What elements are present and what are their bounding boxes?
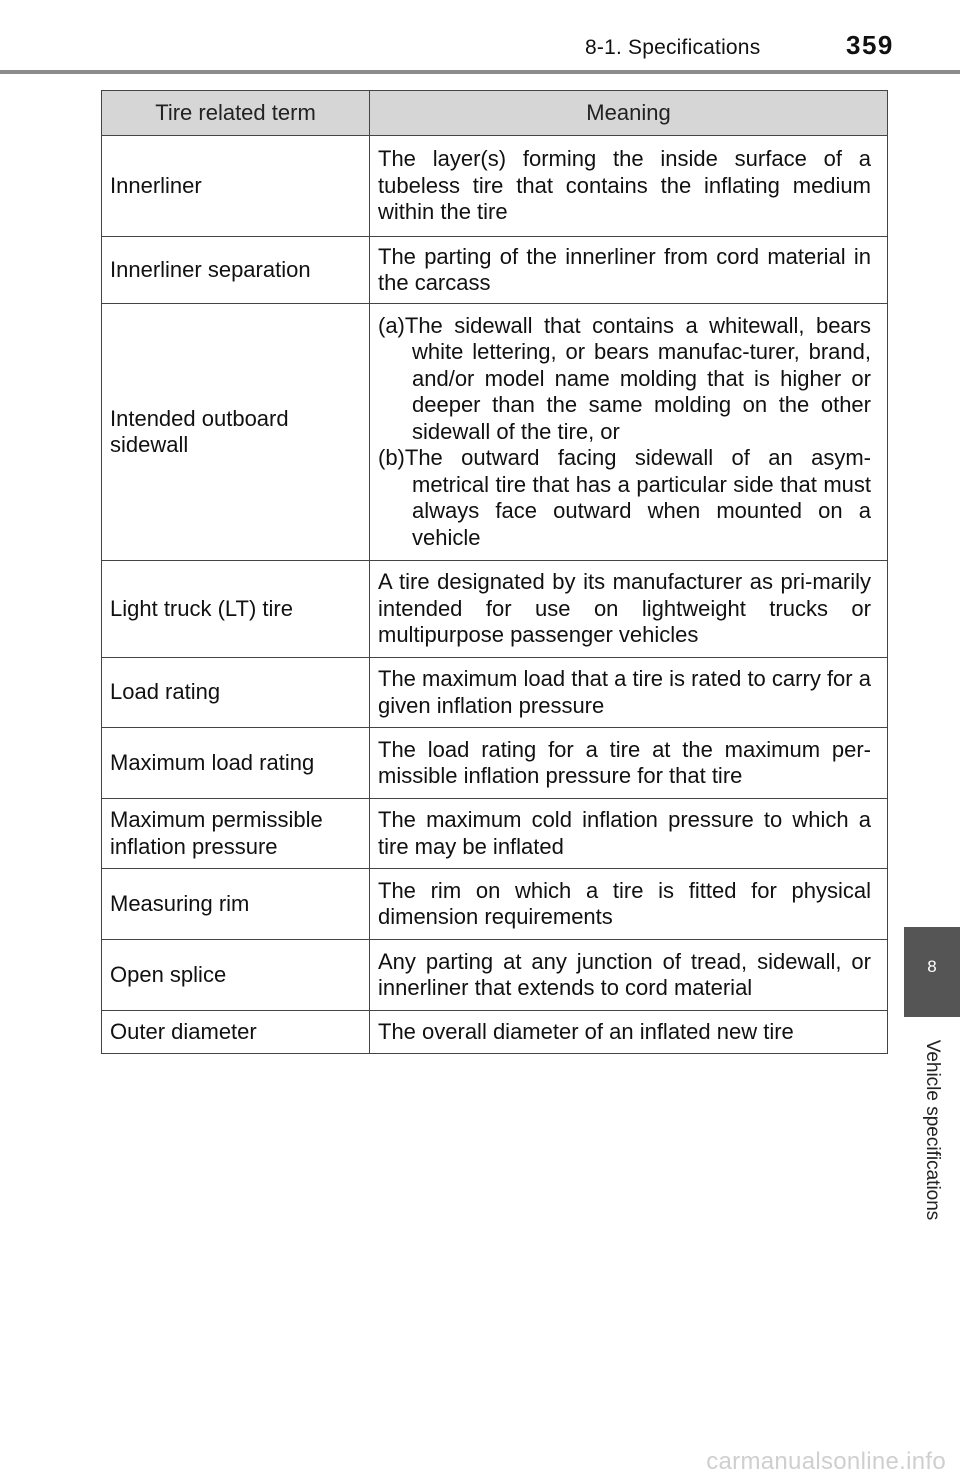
- term-cell: Maximum permissible inflation pressure: [102, 799, 370, 869]
- term-cell: Measuring rim: [102, 869, 370, 940]
- term-cell: Intended outboard sidewall: [102, 304, 370, 561]
- chapter-tab: [904, 927, 960, 1017]
- tire-terms-table: [101, 90, 888, 1054]
- table-row: [102, 799, 888, 869]
- table-row: [102, 728, 888, 799]
- table-row: [102, 658, 888, 728]
- section-title: 8-1. Specifications: [585, 36, 761, 59]
- meaning-cell: A tire designated by its manufacturer as pri-marily intended for use on lightweight trucks or multipurpose passenger vehicles: [370, 561, 888, 658]
- term-cell: Maximum load rating: [102, 728, 370, 799]
- table-row: [102, 136, 888, 237]
- header-rule: [0, 70, 960, 74]
- meaning-cell: The load rating for a tire at the maximum per-missible inflation pressure for that tire: [370, 728, 888, 799]
- meaning-cell: The parting of the innerliner from cord material in the carcass: [370, 237, 888, 304]
- term-cell: Innerliner separation: [102, 237, 370, 304]
- term-cell: Light truck (LT) tire: [102, 561, 370, 658]
- meaning-cell: The maximum load that a tire is rated to carry for a given inflation pressure: [370, 658, 888, 728]
- meaning-cell: The overall diameter of an inflated new tire: [370, 1011, 888, 1054]
- page-number: 359: [846, 30, 894, 60]
- table-row: [102, 869, 888, 940]
- table-row: [102, 561, 888, 658]
- meaning-item-a: (a)The sidewall that contains a whitewall, bears white lettering, or bears manufac-turer, brand, and/or model name molding that is higher or deeper than the same molding on the other sidewall of the tire, or: [378, 312, 871, 444]
- meaning-cell: The layer(s) forming the inside surface of a tubeless tire that contains the inflating medium within the tire: [370, 136, 888, 237]
- meaning-cell: The rim on which a tire is fitted for physical dimension requirements: [370, 869, 888, 940]
- column-header-term: Tire related term: [102, 91, 370, 136]
- term-cell: Innerliner: [102, 136, 370, 237]
- column-header-meaning: Meaning: [370, 91, 888, 136]
- chapter-tab-number: 8: [927, 957, 937, 976]
- chapter-side-label: Vehicle specifications: [922, 1039, 943, 1221]
- term-cell: Load rating: [102, 658, 370, 728]
- table-row: [102, 304, 888, 561]
- meaning-cell: The maximum cold inflation pressure to which a tire may be inflated: [370, 799, 888, 869]
- watermark: carmanualsonline.info: [706, 1448, 946, 1475]
- term-cell: Open splice: [102, 940, 370, 1011]
- meaning-cell: Any parting at any junction of tread, sidewall, or innerliner that extends to cord material: [370, 940, 888, 1011]
- meaning-cell: [370, 304, 888, 561]
- table-row: [102, 1011, 888, 1054]
- table-row: [102, 940, 888, 1011]
- table-header-row: [102, 91, 888, 136]
- table-row: [102, 237, 888, 304]
- term-cell: Outer diameter: [102, 1011, 370, 1054]
- meaning-item-b: (b)The outward facing sidewall of an asym-metrical tire that has a particular side that must always face outward when mounted on a vehicle: [378, 445, 871, 550]
